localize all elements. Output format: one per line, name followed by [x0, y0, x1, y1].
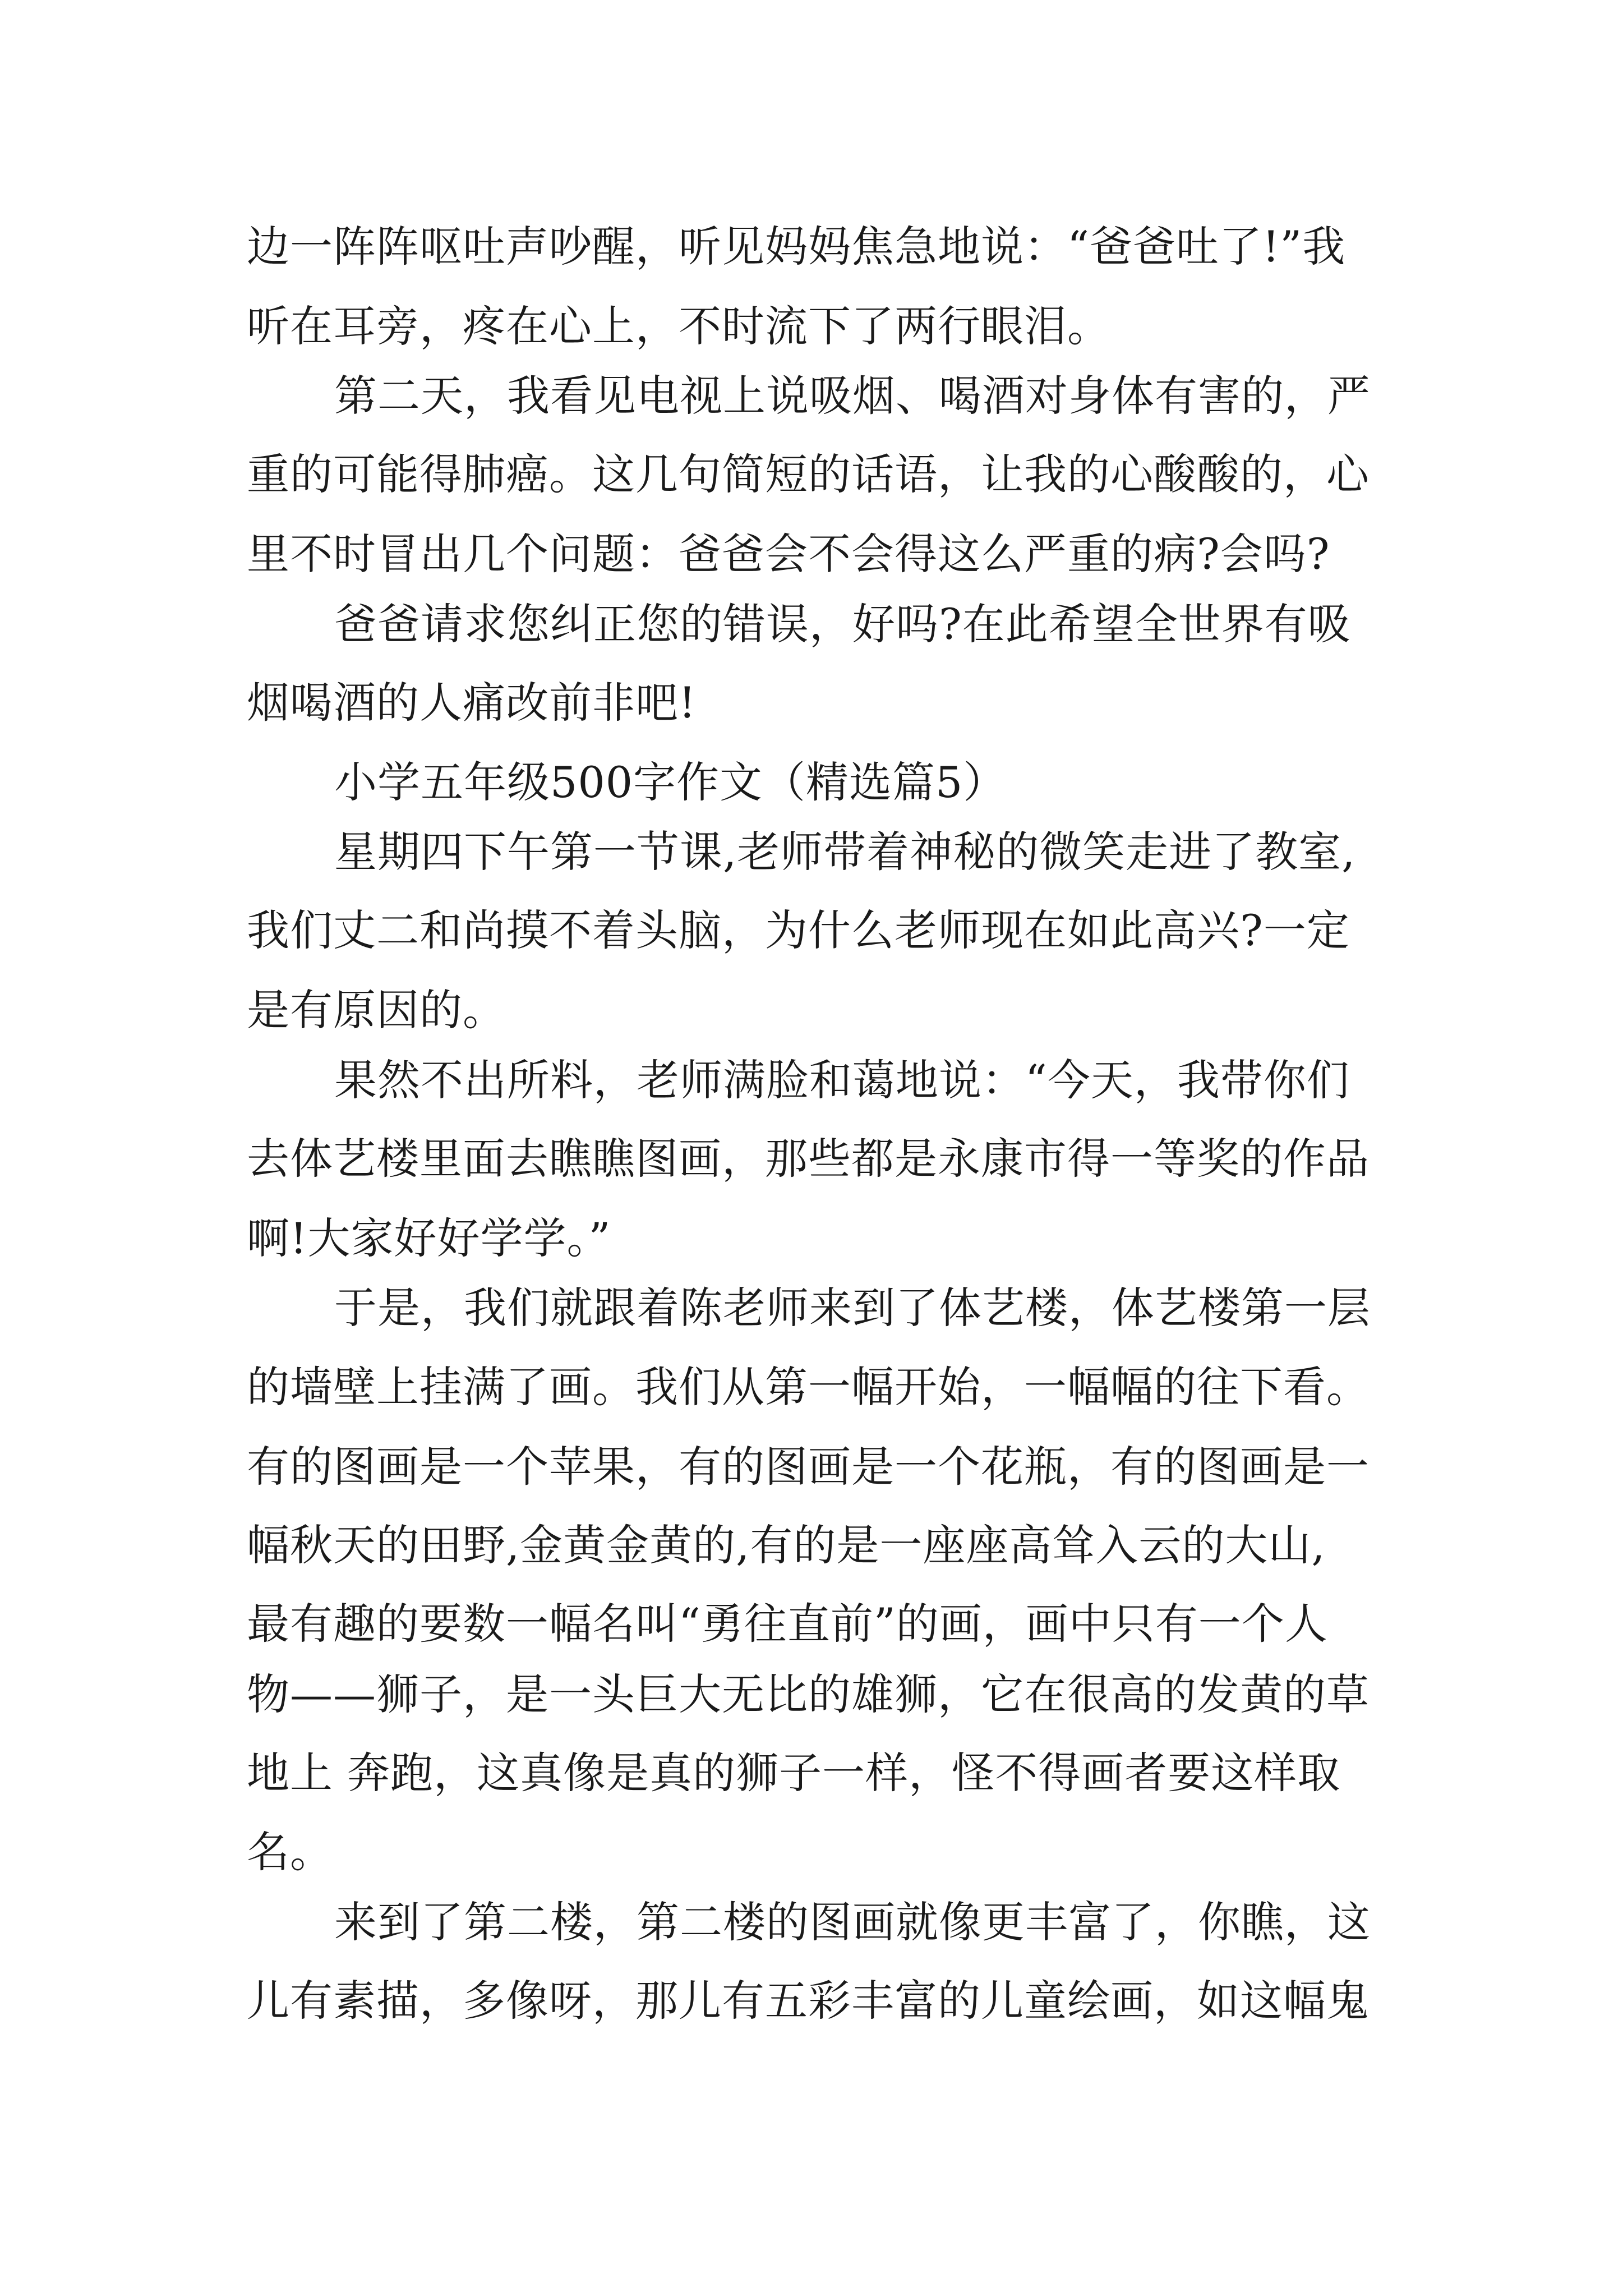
- text-line: 边一阵阵呕吐声吵醒，听见妈妈焦急地说：“爸爸吐了!”我: [247, 222, 1346, 272]
- paragraph-first-line: 爸爸请求您纠正您的错误，好吗?在此希望全世界有吸: [334, 599, 1351, 649]
- paragraph-first-line: 第二天，我看见电视上说吸烟、喝酒对身体有害的，严: [334, 371, 1371, 421]
- text-line: 啊!大家好好学学。”: [247, 1213, 611, 1263]
- text-line: 儿有素描，多像呀，那儿有五彩丰富的儿童绘画，如这幅鬼: [247, 1976, 1370, 2026]
- text-line: 名。: [247, 1827, 333, 1877]
- text-line: 里不时冒出几个问题：爸爸会不会得这么严重的病?会吗?: [247, 529, 1330, 579]
- text-line: 物——狮子，是一头巨大无比的雄狮，它在很高的发黄的草: [247, 1669, 1370, 1719]
- text-line: 有的图画是一个苹果，有的图画是一个花瓶，有的图画是一: [247, 1442, 1370, 1492]
- text-line: 烟喝酒的人痛改前非吧!: [247, 678, 697, 728]
- text-line: 最有趣的要数一幅名叫“勇往直前”的画，画中只有一个人: [247, 1599, 1328, 1649]
- paragraph-first-line: 来到了第二楼，第二楼的图画就像更丰富了，你瞧，这: [334, 1897, 1371, 1947]
- text-line: 的墙壁上挂满了画。我们从第一幅开始，一幅幅的往下看。: [247, 1362, 1370, 1412]
- text-line: 去体艺楼里面去瞧瞧图画，那些都是永康市得一等奖的作品: [247, 1134, 1370, 1184]
- text-line: 幅秋天的田野,金黄金黄的,有的是一座座高耸入云的大山,: [247, 1520, 1326, 1570]
- text-line: 地上 奔跑，这真像是真的狮子一样，怪不得画者要这样取: [247, 1748, 1341, 1798]
- text-line: 听在耳旁，疼在心上，不时流下了两行眼泪。: [247, 301, 1110, 351]
- paragraph-first-line: 果然不出所料，老师满脸和蔼地说：“今天，我带你们: [334, 1055, 1350, 1105]
- section-heading: 小学五年级500字作文（精选篇5）: [334, 757, 1007, 807]
- paragraph-first-line: 于是，我们就跟着陈老师来到了体艺楼，体艺楼第一层: [334, 1283, 1371, 1333]
- text-line: 重的可能得肺癌。这几句简短的话语，让我的心酸酸的，心: [247, 449, 1370, 499]
- text-line: 我们丈二和尚摸不着头脑，为什么老师现在如此高兴?一定: [247, 905, 1350, 955]
- paragraph-first-line: 星期四下午第一节课,老师带着神秘的微笑走进了教室,: [334, 827, 1356, 877]
- text-line: 是有原因的。: [247, 985, 506, 1035]
